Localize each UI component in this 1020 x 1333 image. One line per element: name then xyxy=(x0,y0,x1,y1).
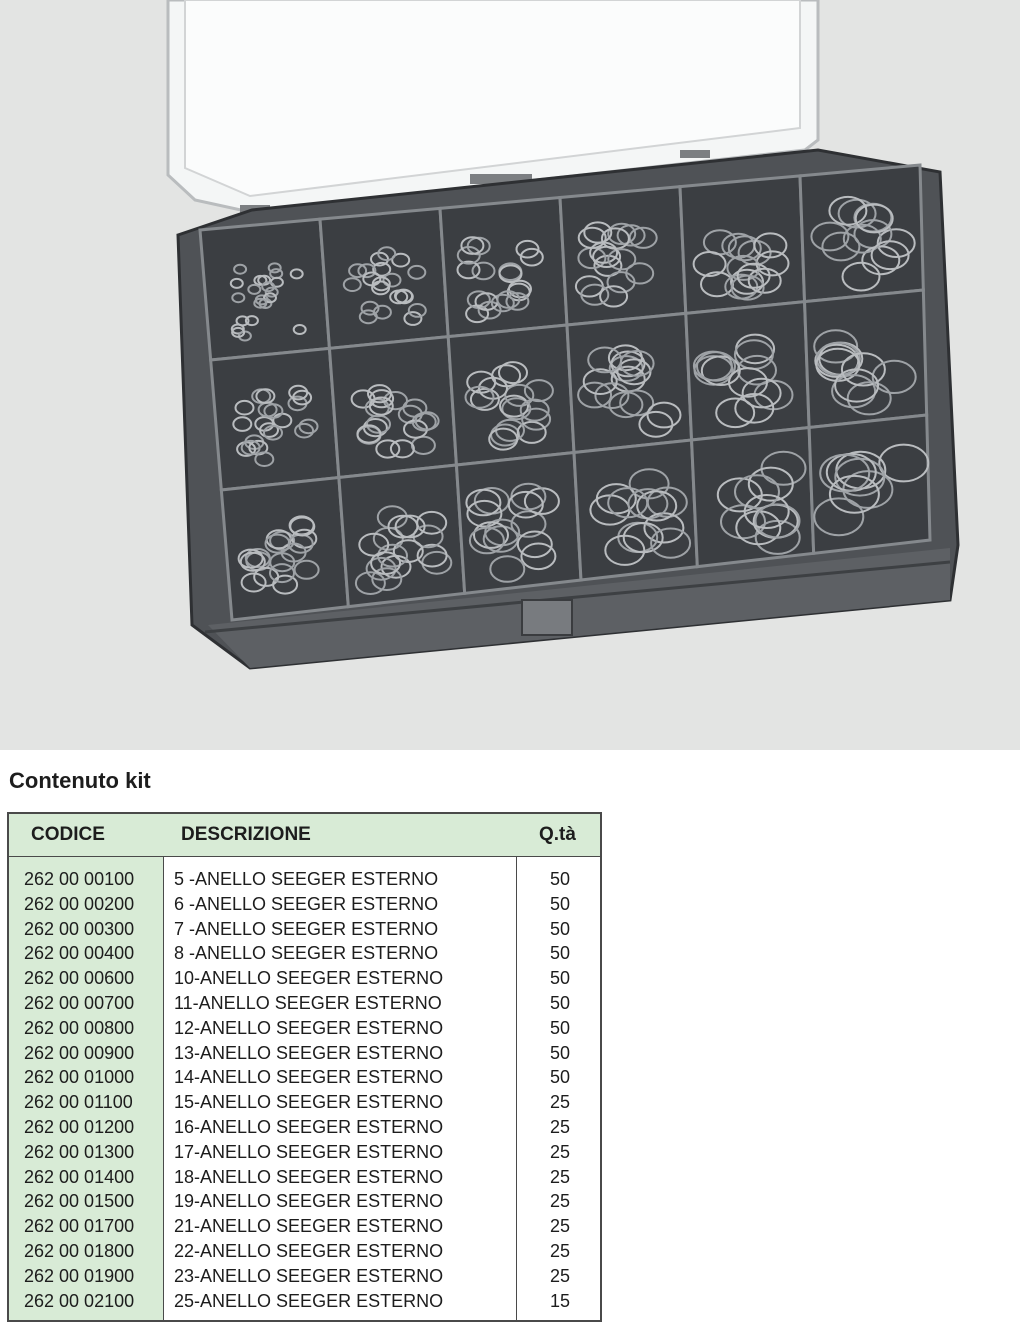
header-code: CODICE xyxy=(31,824,105,845)
table-row xyxy=(9,991,600,1016)
kit-contents-table xyxy=(7,812,602,1322)
row-qty: 50 xyxy=(549,869,571,889)
row-description: 23-ANELLO SEEGER ESTERNO xyxy=(174,1265,444,1286)
table-row xyxy=(9,1264,600,1289)
table-row xyxy=(9,1090,600,1115)
row-qty: 50 xyxy=(549,1067,571,1088)
table-row xyxy=(9,941,600,966)
row-qty: 25 xyxy=(549,1141,571,1162)
row-qty: 25 xyxy=(549,1191,571,1212)
row-qty: 50 xyxy=(549,1042,571,1063)
row-description: 17-ANELLO SEEGER ESTERNO xyxy=(174,1141,444,1162)
row-qty: 50 xyxy=(549,992,571,1013)
header-qty: Q.tà xyxy=(539,824,576,845)
row-code: 262 00 01100 xyxy=(24,1092,133,1113)
row-code: 262 00 01700 xyxy=(24,1216,135,1237)
table-row xyxy=(9,1165,600,1190)
row-code: 262 00 01000 xyxy=(24,1067,135,1088)
table-row xyxy=(9,1065,600,1090)
row-qty: 50 xyxy=(549,1017,571,1038)
row-qty: 15 xyxy=(549,1290,571,1311)
row-code: 262 00 00200 xyxy=(24,893,135,914)
row-description: 10-ANELLO SEEGER ESTERNO xyxy=(174,968,444,989)
table-row xyxy=(9,1041,600,1066)
row-code: 262 00 00800 xyxy=(24,1017,135,1038)
section-title: Contenuto kit xyxy=(9,768,151,793)
table-row xyxy=(9,1140,600,1165)
row-description: 25-ANELLO SEEGER ESTERNO xyxy=(174,1290,444,1311)
row-qty: 50 xyxy=(549,968,571,989)
row-description: 16-ANELLO SEEGER ESTERNO xyxy=(174,1116,444,1137)
row-code: 262 00 00100 xyxy=(24,869,135,889)
table-row xyxy=(9,1016,600,1041)
table-row xyxy=(9,892,600,917)
row-code: 262 00 00600 xyxy=(24,968,135,989)
compartment-grid xyxy=(200,165,930,620)
row-description: 21-ANELLO SEEGER ESTERNO xyxy=(174,1216,444,1237)
table-row xyxy=(9,1214,600,1239)
row-code: 262 00 00900 xyxy=(24,1042,135,1063)
table-row xyxy=(9,1289,600,1314)
row-description: 5 -ANELLO SEEGER ESTERNO xyxy=(174,869,439,889)
row-qty: 25 xyxy=(549,1216,571,1237)
row-description: 14-ANELLO SEEGER ESTERNO xyxy=(174,1067,444,1088)
row-qty: 50 xyxy=(549,893,571,914)
row-description: 22-ANELLO SEEGER ESTERNO xyxy=(174,1240,444,1261)
row-description: 8 -ANELLO SEEGER ESTERNO xyxy=(174,943,439,964)
row-code: 262 00 01200 xyxy=(24,1116,135,1137)
table-body xyxy=(9,867,600,1313)
row-qty: 50 xyxy=(549,943,571,964)
row-description: 19-ANELLO SEEGER ESTERNO xyxy=(174,1191,444,1212)
table-row xyxy=(9,867,600,892)
row-qty: 25 xyxy=(549,1265,571,1286)
row-qty: 25 xyxy=(549,1116,571,1137)
row-qty: 50 xyxy=(549,918,571,939)
row-qty: 25 xyxy=(549,1240,571,1261)
row-code: 262 00 01500 xyxy=(24,1191,135,1212)
row-code: 262 00 01800 xyxy=(24,1240,135,1261)
row-code: 262 00 01900 xyxy=(24,1265,135,1286)
row-code: 262 00 00400 xyxy=(24,943,135,964)
table-row xyxy=(9,917,600,942)
row-code: 262 00 01400 xyxy=(24,1166,135,1187)
table-header xyxy=(9,814,600,857)
row-code: 262 00 00300 xyxy=(24,918,135,939)
row-description: 11-ANELLO SEEGER ESTERNO xyxy=(174,992,442,1013)
row-description: 12-ANELLO SEEGER ESTERNO xyxy=(174,1017,444,1038)
table-row xyxy=(9,1115,600,1140)
table-row xyxy=(9,1239,600,1264)
row-code: 262 00 02100 xyxy=(24,1290,135,1311)
row-description: 6 -ANELLO SEEGER ESTERNO xyxy=(174,893,439,914)
table-row xyxy=(9,966,600,991)
table-row xyxy=(9,1189,600,1214)
row-qty: 25 xyxy=(549,1092,571,1113)
row-description: 7 -ANELLO SEEGER ESTERNO xyxy=(174,918,439,939)
row-description: 18-ANELLO SEEGER ESTERNO xyxy=(174,1166,444,1187)
header-description: DESCRIZIONE xyxy=(181,824,311,845)
row-description: 13-ANELLO SEEGER ESTERNO xyxy=(174,1042,444,1063)
row-code: 262 00 01300 xyxy=(24,1141,135,1162)
row-qty: 25 xyxy=(549,1166,571,1187)
row-code: 262 00 00700 xyxy=(24,992,135,1013)
row-description: 15-ANELLO SEEGER ESTERNO xyxy=(174,1092,444,1113)
